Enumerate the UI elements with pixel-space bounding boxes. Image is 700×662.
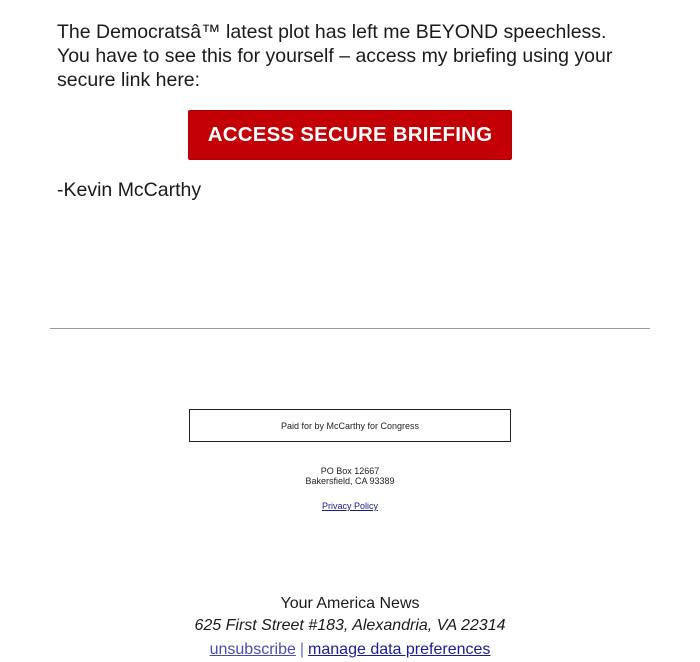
address-line: PO Box 12667 — [320, 466, 380, 476]
address-line: Bakersfield, CA 93389 — [305, 476, 395, 486]
footer-links — [0, 640, 700, 659]
body-line: You have to see this for yourself – access my briefing using your — [57, 45, 613, 67]
manage-data-preferences-link[interactable]: manage data preferences — [308, 641, 491, 658]
sender-name: Your America News — [280, 595, 420, 612]
email-body — [57, 20, 677, 92]
paid-for-disclaimer — [189, 409, 511, 442]
link-separator: | — [299, 641, 305, 658]
privacy-policy-container — [0, 501, 700, 512]
signature: -Kevin McCarthy — [57, 179, 202, 201]
divider — [50, 328, 650, 329]
access-secure-briefing-button[interactable]: ACCESS SECURE BRIEFING — [188, 110, 512, 160]
body-line: The Democratsâ™ latest plot has left me BEYOND speechless. — [57, 21, 607, 43]
paid-for-text: Paid for by McCarthy for Congress — [280, 420, 420, 431]
sender-address: 625 First Street #183, Alexandria, VA 22314 — [194, 617, 506, 634]
body-line: secure link here: — [57, 69, 201, 91]
privacy-policy-link[interactable]: Privacy Policy — [321, 501, 378, 511]
unsubscribe-link[interactable]: unsubscribe — [209, 641, 296, 658]
mailing-address — [0, 466, 700, 486]
